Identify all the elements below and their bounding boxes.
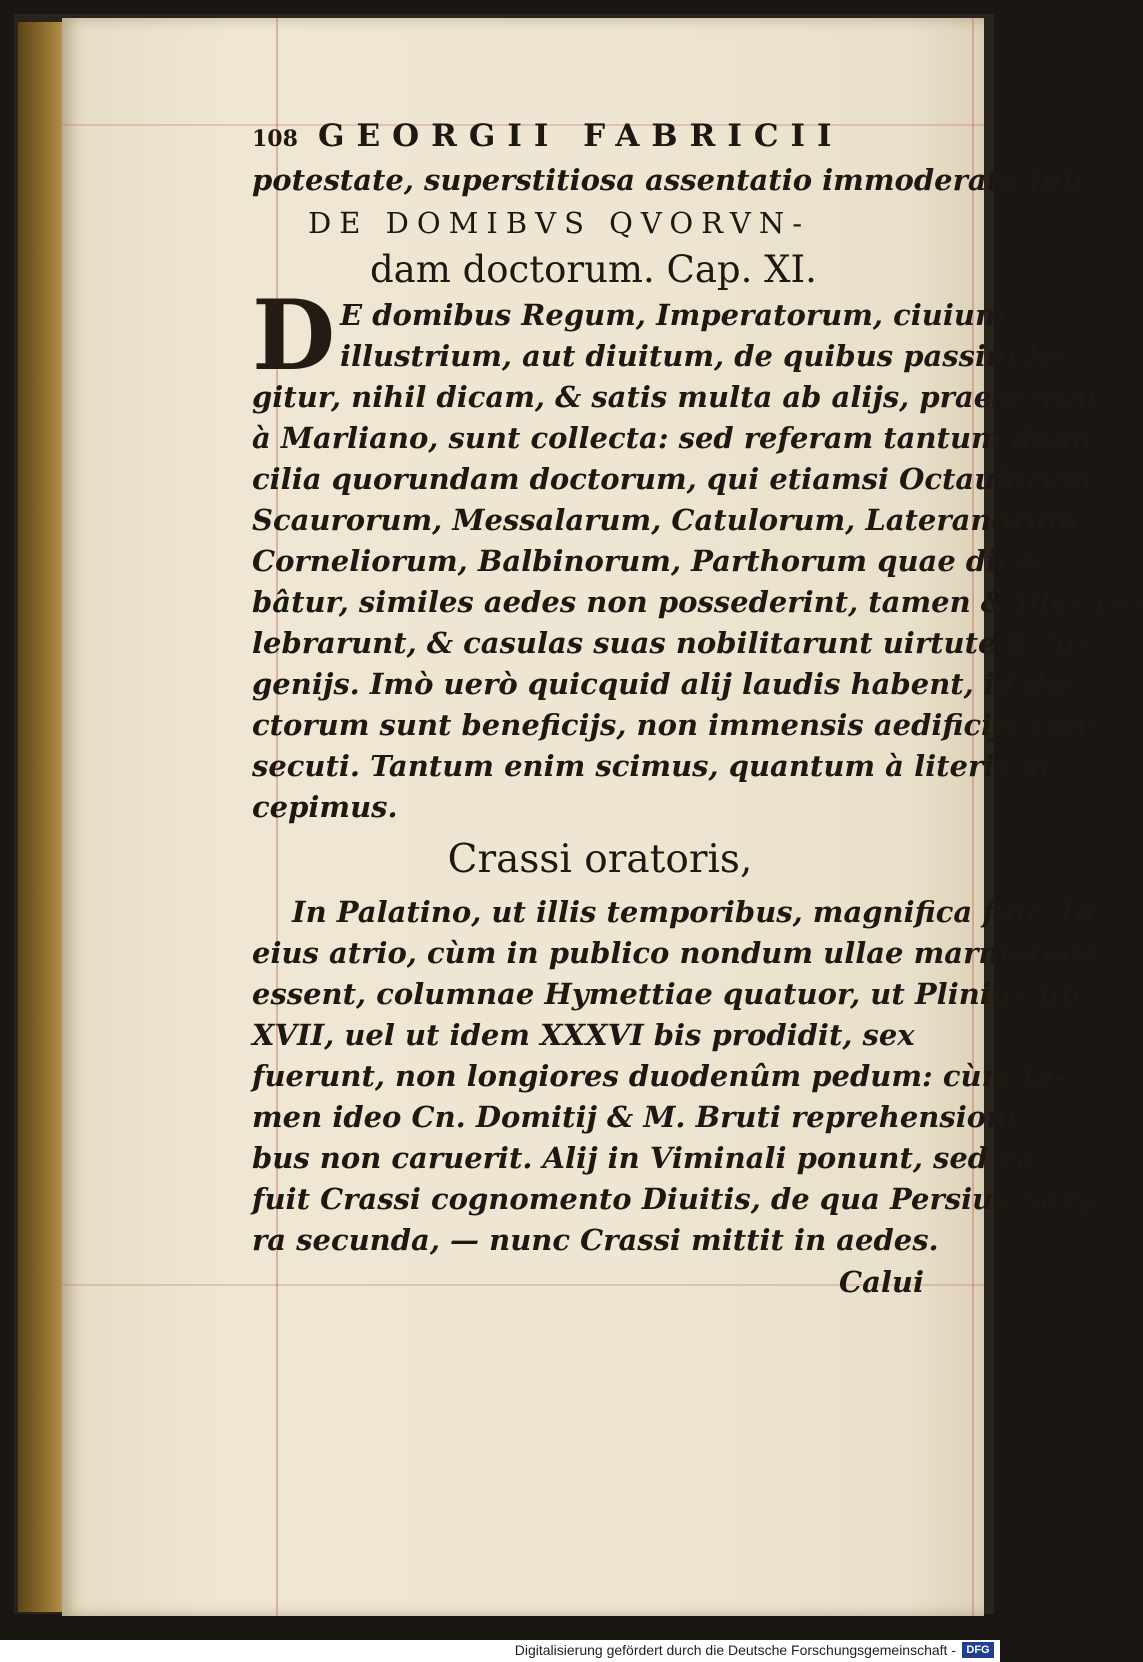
catchword: Calui: [839, 1265, 924, 1299]
text-line: Scaurorum, Messalarum, Catulorum, Lateranorum,: [252, 503, 1089, 537]
section-title: Crassi oratoris,: [447, 837, 753, 882]
text-line: Corneliorum, Balbinorum, Parthorum quae dice-: [252, 544, 1046, 578]
text-line: ra secunda, — nunc Crassi mittit in aedes.: [252, 1223, 939, 1257]
text-line: E domibus Regum, Imperatorum, ciuium: [340, 298, 1006, 332]
running-head: [252, 118, 928, 160]
text-line: fuerunt, non longiores duodenûm pedum: cùm ta-: [252, 1059, 1067, 1093]
paragraph-1: [252, 279, 1143, 828]
drop-capital: D: [252, 279, 336, 392]
text-line: secuti. Tantum enim scimus, quantum à literis ac-: [252, 749, 1070, 783]
text-line: ctorum sunt beneficijs, non immensis aedificijs con-: [252, 708, 1100, 742]
text-line: illustrium, aut diuitum, de quibus passim le-: [340, 339, 1069, 373]
text-line: genijs. Imò uerò quicquid alij laudis habent, id do-: [252, 667, 1077, 701]
text-line: potestate, superstitiosa assentatio immoderata fuit.: [252, 163, 1098, 197]
text-line: bus non caruerit. Alij in Viminali ponunt, sed ea: [252, 1141, 1036, 1175]
text-line: cepimus.: [252, 790, 398, 824]
text-line: fuit Crassi cognomento Diuitis, de qua Persius Saty-: [252, 1182, 1102, 1216]
text-line: essent, columnae Hymettiae quatuor, ut Plinius lib.: [252, 977, 1091, 1011]
text-line: gitur, nihil dicam, & satis multa ab alijs, praesertim: [252, 380, 1098, 414]
margin-rule-right: [972, 18, 974, 1616]
funding-credit: Digitalisierung gefördert durch die Deutsche Forschungsgemeinschaft -: [514, 1642, 956, 1658]
text-line: bâtur, similes aedes non possederint, tamen & illas ce-: [252, 585, 1143, 619]
text-line: lebrarunt, & casulas suas nobilitarunt uirtute & in-: [252, 626, 1087, 660]
text-line: à Marliano, sunt collecta: sed referam tantum domi-: [252, 421, 1106, 455]
digitization-footer: [0, 1640, 1000, 1662]
paragraph-2: [252, 892, 1102, 1261]
chapter-heading: DE DOMIBVS QVORVN-: [308, 206, 811, 240]
folio-number: 108: [252, 126, 298, 152]
dfg-logo-icon: DFG: [962, 1642, 994, 1658]
text-line: XVII, uel ut idem XXXVI bis prodidit, sex: [252, 1018, 915, 1052]
chapter-subheading: dam doctorum. Cap. XI.: [370, 248, 817, 291]
running-head-title: GEORGII FABRICII: [318, 118, 844, 154]
text-line: cilia quorundam doctorum, qui etiamsi Octauiorum,: [252, 462, 1103, 496]
text-line: In Palatino, ut illis temporibus, magnifica fuit. In: [292, 895, 1096, 929]
page-text: [252, 118, 1143, 1299]
text-line: men ideo Cn. Domitij & M. Bruti reprehensioni-: [252, 1100, 1031, 1134]
text-line: eius atrio, cùm in publico nondum ullae marmoreae: [252, 936, 1100, 970]
